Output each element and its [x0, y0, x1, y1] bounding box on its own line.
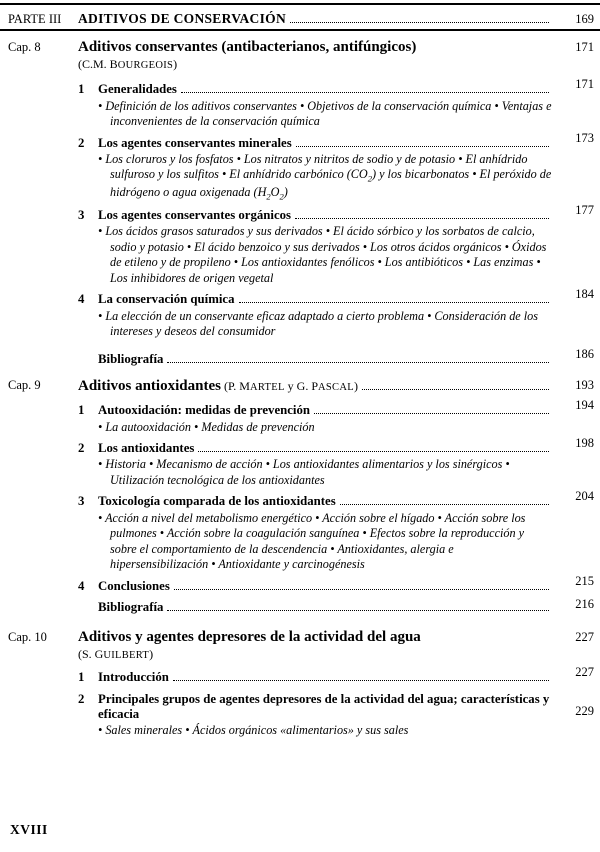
- section-title: Introducción: [98, 670, 169, 685]
- section-page: 204: [575, 489, 594, 504]
- chapter-label-10: Cap. 10: [8, 630, 47, 645]
- part-header-row: [0, 11, 600, 27]
- section-page: 194: [575, 398, 594, 413]
- dot-leader: [167, 362, 549, 363]
- bibliography-row-9: [0, 596, 600, 615]
- section-subitems: • Historia • Mecanismo de acción • Los antioxidantes alimentarios y los sinérgicos • Utilización tecnológica de los antioxidantes: [98, 457, 510, 487]
- section-body-8-2: [78, 130, 556, 202]
- authors-smallcaps: OURGEOIS: [117, 59, 174, 71]
- part-rule-bottom: [0, 29, 600, 31]
- section-page: 171: [575, 77, 594, 92]
- chapter-row-8: [0, 39, 600, 72]
- chapter-authors-8: [78, 57, 552, 73]
- section-body-10-1: [78, 664, 556, 685]
- section-title: Generalidades: [98, 82, 177, 97]
- dot-leader: [314, 413, 549, 414]
- chapter-body-8: [78, 39, 556, 72]
- authors-suffix: ): [173, 56, 178, 71]
- bibliography-page: 186: [575, 346, 594, 361]
- gutter: [0, 573, 78, 574]
- section-page: 215: [575, 573, 594, 588]
- chapter-authors-9: (P. MARTEL y G. PASCAL): [220, 378, 358, 393]
- section-subitems: • Los cloruros y los fosfatos • Los nitratos y nitritos de sodio y de potasio • El anhídrido sulfuroso y los sulfitos • El anhídrido carbónico $(CO_2)$ y los bicarbonatos • El peróxido de hidrógeno o agua oxigenada $(H_2O_2)$: [98, 151, 552, 202]
- chapter-row-9: [0, 377, 600, 396]
- section-subitems: • La elección de un conservante eficaz adaptado a cierto problema • Consideración de los intereses y deseos del consumidor: [98, 308, 538, 339]
- part-title-cell: [78, 11, 556, 27]
- section-title: Los antioxidantes: [98, 441, 195, 456]
- section-body-8-1: [78, 76, 556, 129]
- section-page: 198: [575, 436, 594, 451]
- section-page: 173: [575, 130, 594, 145]
- dot-leader: [174, 589, 549, 590]
- bibliography-label: Bibliografía: [98, 600, 164, 615]
- part-rule-top: [0, 3, 600, 5]
- gutter: [0, 664, 78, 665]
- chapter-label-9: Cap. 9: [8, 377, 41, 392]
- section-number: 2: [78, 691, 85, 706]
- bibliography-spacer: [78, 600, 98, 615]
- dot-leader: [173, 680, 549, 681]
- section-row-10-2: [0, 686, 600, 739]
- section-number: 4: [78, 292, 85, 307]
- gutter: [0, 686, 78, 687]
- dot-leader: [295, 218, 549, 219]
- section-page: 184: [575, 287, 594, 302]
- authors-smallcaps: UILBERT: [103, 649, 150, 661]
- gutter: [0, 130, 78, 131]
- section-title: Los agentes conservantes minerales: [98, 135, 292, 150]
- chapter-body-10: [78, 629, 556, 662]
- section-number: 1: [78, 403, 85, 418]
- section-row-9-4: [0, 573, 600, 594]
- dot-leader: [167, 610, 549, 611]
- dot-leader: [362, 389, 549, 390]
- section-body-9-4: [78, 573, 556, 594]
- chapter-title-8: Aditivos conservantes (antibacterianos, antifúngicos): [78, 39, 417, 55]
- section-number: 1: [78, 82, 85, 97]
- section-row-8-2: [0, 130, 600, 202]
- dot-leader: [296, 146, 549, 147]
- section-number: 1: [78, 670, 85, 685]
- authors-suffix: ): [149, 646, 154, 661]
- section-page: 177: [575, 202, 594, 217]
- chapter-page-10: 227: [575, 630, 594, 645]
- section-subitems: • Definición de los aditivos conservantes • Objetivos de la conservación química • Ventajas e inconvenientes de la conservación química: [98, 98, 552, 129]
- part-title: ADITIVOS DE CONSERVACIÓN: [78, 11, 286, 26]
- section-body-9-3: [78, 488, 556, 572]
- chapter-title-line-9: [78, 377, 358, 396]
- section-page: 229: [575, 703, 594, 718]
- section-row-8-4: [0, 286, 600, 339]
- chapter-page-9: 193: [575, 377, 594, 392]
- page-folio: XVIII: [10, 822, 48, 837]
- section-title: Toxicología comparada de los antioxidantes: [98, 494, 336, 509]
- section-subitems: • Acción a nivel del metabolismo energético • Acción sobre el hígado • Acción sobre los pulmones • Acción sobre la coagulación sanguínea • Efectos sobre la reproducción y sobre el comportamiento de la descendencia • Antioxidantes, alergia e hipersensibilización • Antioxidante y carcinogénesis: [98, 510, 526, 572]
- gutter: [0, 488, 78, 489]
- section-row-8-3: [0, 202, 600, 286]
- section-title: Conclusiones: [98, 578, 170, 593]
- section-subitems: • Los ácidos grasos saturados y sus derivados • El ácido sórbico y los sorbatos de calcio, sodio y potasio • El ácido benzoico y sus derivados • Los otros ácidos orgánicos • Óxidos de etileno y de propileno • Los antioxidantes fenólicos • Los antibióticos • Las enzimas • Los inhibidores de origen vegetal: [98, 224, 547, 285]
- gutter: [0, 202, 78, 203]
- section-number: 3: [78, 494, 85, 509]
- dot-leader: [290, 22, 549, 23]
- chapter-body-9: [78, 377, 556, 396]
- bibliography-spacer: [78, 352, 98, 367]
- section-row-9-2: [0, 435, 600, 488]
- chapter-label-8: Cap. 8: [8, 40, 41, 54]
- section-row-9-3: [0, 488, 600, 572]
- gutter: [0, 76, 78, 77]
- section-body-8-3: [78, 202, 556, 286]
- dot-leader: [181, 92, 549, 93]
- bibliography-label: Bibliografía: [98, 351, 164, 366]
- gutter: [0, 397, 78, 398]
- gutter: [0, 596, 78, 597]
- bibliography-body-8: [78, 346, 556, 367]
- chapter-title-10: Aditivos y agentes depresores de la actividad del agua: [78, 629, 421, 646]
- section-body-9-1: [78, 397, 556, 435]
- gutter: [0, 435, 78, 436]
- bibliography-row-8: [0, 346, 600, 367]
- section-number: 2: [78, 135, 85, 150]
- toc-page: [0, 3, 600, 852]
- section-subitems: • La autooxidación • Medidas de prevención: [98, 419, 315, 434]
- section-body-10-2: [78, 686, 556, 739]
- authors-prefix: (S. G: [78, 646, 104, 661]
- section-title: Los agentes conservantes orgánicos: [98, 207, 292, 222]
- dot-leader: [340, 504, 549, 505]
- gutter: [0, 346, 78, 347]
- part-page-number: 169: [575, 12, 594, 26]
- gutter: [0, 286, 78, 287]
- section-title: Principales grupos de agentes depresores de la actividad del agua; características y eficacia: [98, 691, 550, 721]
- dot-leader: [239, 302, 550, 303]
- chapter-row-10: [0, 629, 600, 662]
- authors-prefix: (C.M. B: [78, 56, 118, 71]
- section-body-9-2: [78, 435, 556, 488]
- section-number: 3: [78, 207, 85, 222]
- section-row-10-1: [0, 664, 600, 685]
- chapter-page-8: 171: [575, 40, 594, 54]
- section-title: Autooxidación: medidas de prevención: [98, 403, 310, 418]
- dot-leader: [198, 451, 549, 452]
- chapter-title-9: Aditivos antioxidantes: [78, 377, 221, 394]
- section-number: 2: [78, 441, 85, 456]
- bibliography-page: 216: [575, 597, 594, 612]
- section-body-8-4: [78, 286, 556, 339]
- section-subitems: • Sales minerales • Ácidos orgánicos «alimentarios» y sus sales: [98, 723, 409, 738]
- bibliography-body-9: [78, 596, 556, 615]
- chapter-authors-10: [78, 647, 552, 663]
- section-page: 227: [575, 665, 594, 680]
- section-number: 4: [78, 578, 85, 593]
- section-title: La conservación química: [98, 292, 235, 307]
- section-row-9-1: [0, 397, 600, 435]
- part-label: PARTE III: [8, 12, 62, 26]
- section-row-8-1: [0, 76, 600, 129]
